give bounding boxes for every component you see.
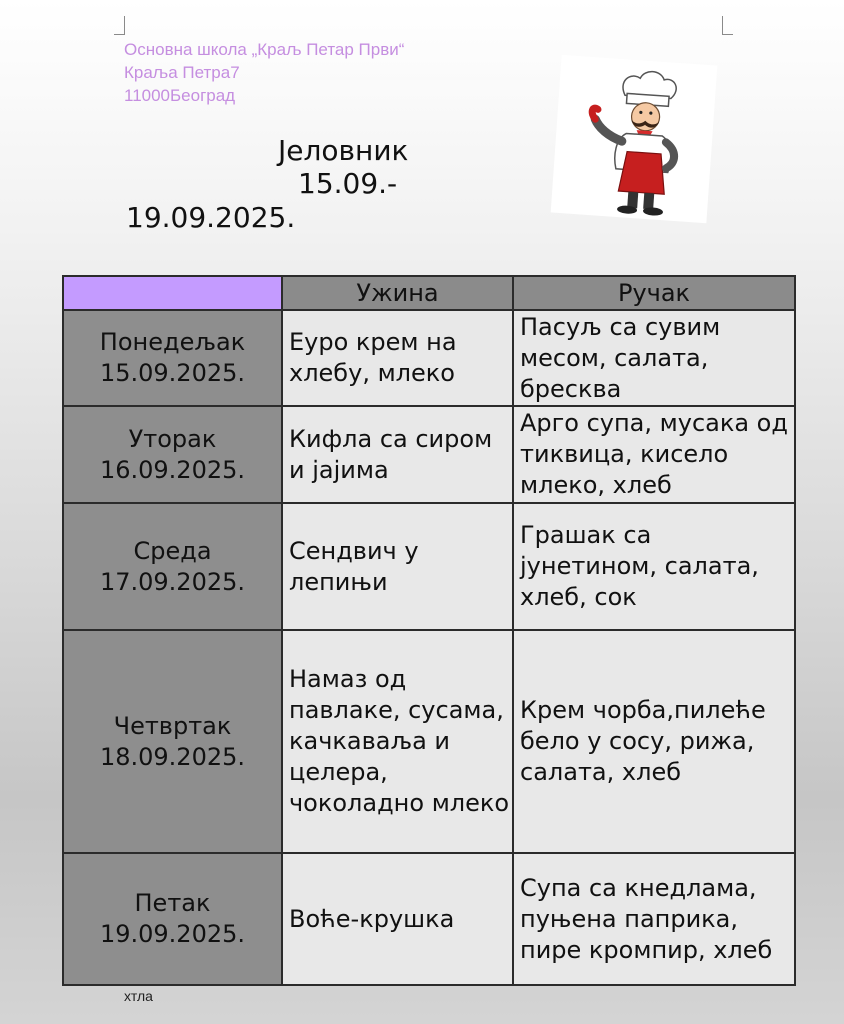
menu-date-end: 19.09.2025. xyxy=(126,201,296,234)
uzina-cell: Еуро крем на хлебу, млеко xyxy=(282,310,513,406)
day-cell xyxy=(63,310,282,406)
menu-table xyxy=(62,275,796,986)
day-name: Понедељак xyxy=(99,328,246,356)
menu-date-start: 15.09.- xyxy=(298,167,398,200)
rucak-cell: Пасуљ са сувим месом, салата, бресква xyxy=(513,310,795,406)
table-row xyxy=(63,503,795,630)
table-row xyxy=(63,310,795,406)
page-corner-mark-left xyxy=(114,16,125,35)
day-date: 17.09.2025. xyxy=(99,567,246,596)
day-name: Среда xyxy=(133,536,212,565)
day-cell xyxy=(63,406,282,503)
day-name: Петак xyxy=(134,889,211,917)
uzina-cell: Намаз од павлаке, сусама, качкаваља и целера, чоколадно млеко xyxy=(282,630,513,853)
day-date: 18.09.2025. xyxy=(99,742,246,771)
header-empty-cell xyxy=(63,276,282,310)
rucak-cell: Супа са кнедлама, пуњена паприка, пире кромпир, хлеб xyxy=(513,853,795,985)
page-corner-mark-right xyxy=(722,16,733,35)
table-row xyxy=(63,630,795,853)
footer-text: хтла xyxy=(124,988,153,1004)
school-city: 11000Београд xyxy=(124,86,236,105)
day-date: 16.09.2025. xyxy=(99,455,246,484)
chef-icon xyxy=(551,55,718,223)
day-date: 15.09.2025. xyxy=(99,359,246,387)
uzina-cell: Сендвич у лепињи xyxy=(282,503,513,630)
day-cell xyxy=(63,853,282,985)
uzina-cell: Кифла са сиром и јајима xyxy=(282,406,513,503)
header-rucak: Ручак xyxy=(513,276,795,310)
rucak-cell: Крем чорба,пилеће бело у сосу, рижа, салата, хлеб xyxy=(513,630,795,853)
day-cell xyxy=(63,630,282,853)
school-address xyxy=(124,38,404,107)
day-date: 19.09.2025. xyxy=(99,920,246,948)
table-row xyxy=(63,406,795,503)
day-cell xyxy=(63,503,282,630)
day-name: Четвртак xyxy=(113,711,232,740)
table-header-row xyxy=(63,276,795,310)
menu-title: Јеловник xyxy=(278,134,409,167)
header-uzina: Ужина xyxy=(282,276,513,310)
uzina-cell: Воће-крушка xyxy=(282,853,513,985)
rucak-cell: Грашак са јунетином, салата, хлеб, сок xyxy=(513,503,795,630)
rucak-cell: Арго супа, мусака од тиквица, кисело млеко, хлеб xyxy=(513,406,795,503)
school-street: Краља Петра7 xyxy=(124,63,240,82)
school-name: Основна школа „Краљ Петар Први“ xyxy=(124,40,405,59)
table-row xyxy=(63,853,795,985)
day-name: Уторак xyxy=(128,424,217,453)
